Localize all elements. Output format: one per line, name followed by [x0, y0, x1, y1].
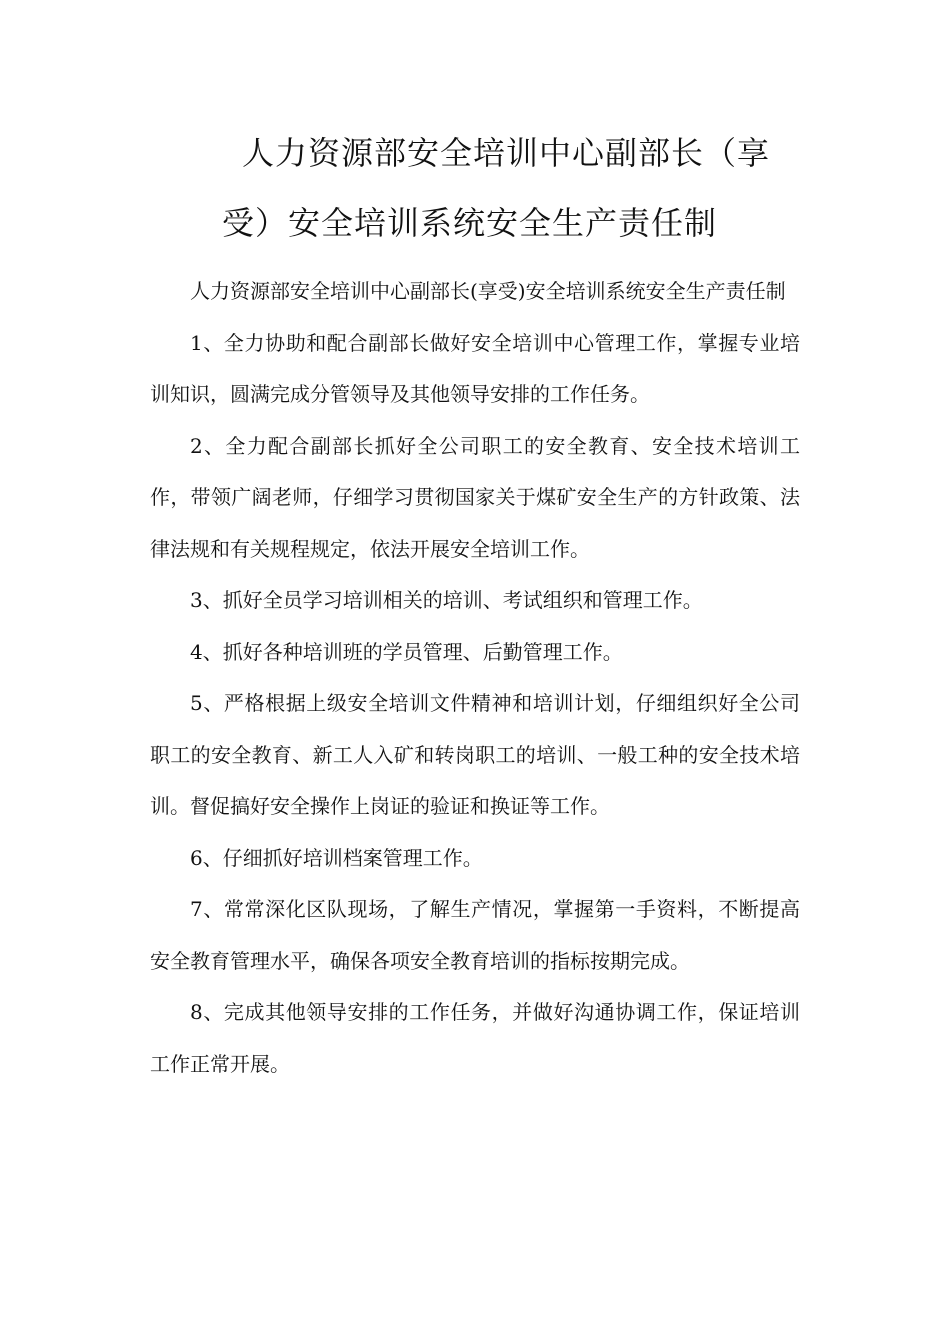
duty-item-1: 1、全力协助和配合副部长做好安全培训中心管理工作，掌握专业培训知识，圆满完成分管领导及其他领导安排的工作任务。	[150, 330, 800, 406]
duty-item-4: 4、抓好各种培训班的学员管理、后勤管理工作。	[190, 639, 623, 664]
duty-item-7: 7、常常深化区队现场，了解生产情况，掌握第一手资料，不断提高安全教育管理水平，确保各项安全教育培训的指标按期完成。	[150, 897, 800, 973]
duty-item-8: 8、完成其他领导安排的工作任务，并做好沟通协调工作，保证培训工作正常开展。	[150, 1000, 800, 1076]
document-title	[150, 118, 800, 258]
intro-paragraph: 人力资源部安全培训中心副部长(享受)安全培训系统安全生产责任制	[190, 279, 786, 303]
duty-item-2: 2、全力配合副部长抓好全公司职工的安全教育、安全技术培训工作，带领广阔老师，仔细学习贯彻国家关于煤矿安全生产的方针政策、法律法规和有关规程规定，依法开展安全培训工作。	[150, 433, 800, 561]
title-line-1: 人力资源部安全培训中心副部长（享	[242, 134, 771, 172]
duty-item-3: 3、抓好全员学习培训相关的培训、考试组织和管理工作。	[190, 588, 703, 612]
title-line-2: 受）安全培训系统安全生产责任制	[222, 204, 718, 242]
duty-item-6: 6、仔细抓好培训档案管理工作。	[190, 845, 483, 870]
document-body	[150, 266, 800, 1090]
duty-item-5: 5、严格根据上级安全培训文件精神和培训计划，仔细组织好全公司职工的安全教育、新工人入矿和转岗职工的培训、一般工种的安全技术培训。督促搞好安全操作上岗证的验证和换证等工作。	[150, 691, 800, 818]
